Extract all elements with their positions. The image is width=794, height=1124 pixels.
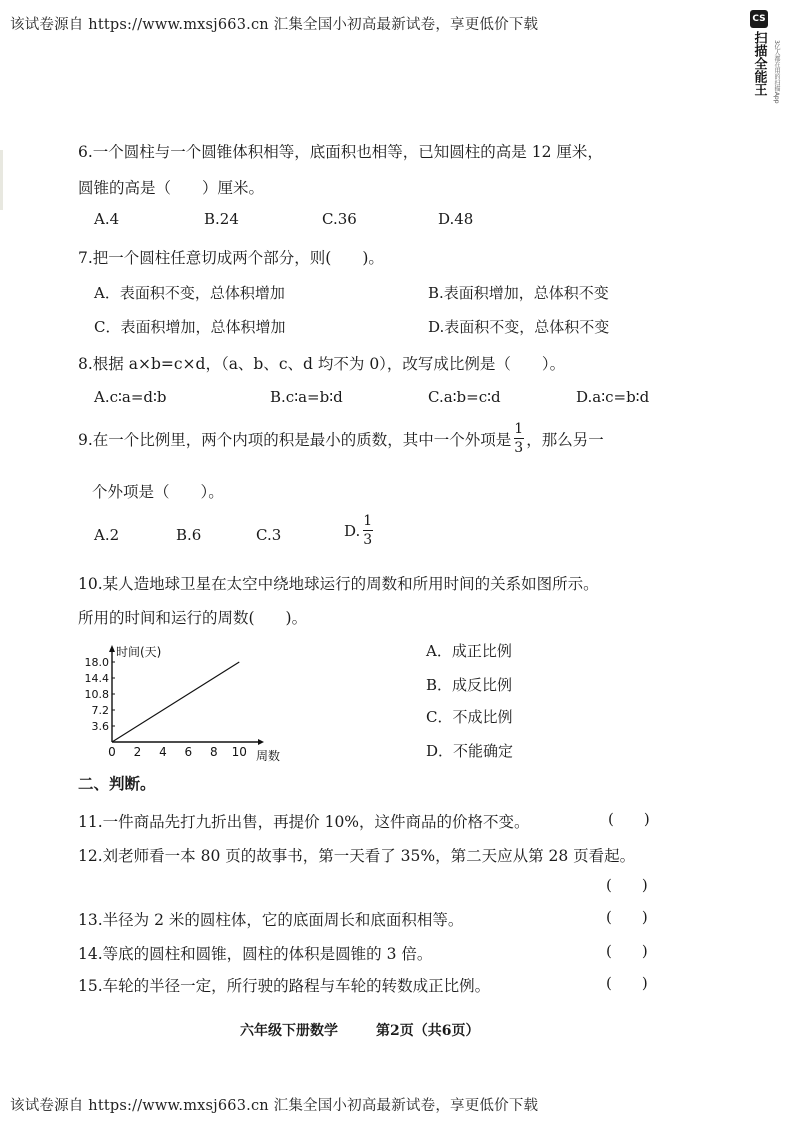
x-tick-label: 6 (184, 745, 193, 759)
x-axis-arrow-icon (258, 739, 264, 745)
y-axis-arrow-icon (109, 645, 115, 652)
question-6-line1: 6.一个圆柱与一个圆锥体积相等，底面积也相等，已知圆柱的高是 12 厘米， (78, 143, 603, 161)
q9-fraction (513, 422, 524, 455)
q9-option-d-num: 1 (363, 513, 373, 529)
y-tick-label: 3.6 (91, 720, 109, 733)
watermark-text: 扫描全能王 (751, 31, 767, 96)
camscanner-logo-icon: CS (750, 10, 768, 28)
q10-option-b: B．成反比例 (426, 676, 513, 694)
question-6-line2: 圆锥的高是（ ）厘米。 (78, 179, 265, 197)
scanner-watermark (748, 10, 770, 120)
q6-option-a: A.4 (94, 210, 120, 228)
q10-option-c: C．不成比例 (426, 708, 513, 726)
q10-option-a: A．成正比例 (426, 642, 512, 660)
source-banner-bottom: 该试卷源自 https://www.mxsj663.cn 汇集全国小初高最新试卷，享更低价下载 (10, 1098, 539, 1114)
q9-option-d-fraction (362, 514, 373, 547)
question-10-line2: 所用的时间和运行的周数( )。 (78, 609, 308, 627)
y-tick-label: 10.8 (84, 688, 109, 701)
question-13: 13.半径为 2 米的圆柱体，它的底面周长和底面积相等。 (78, 911, 464, 929)
y-axis-label: 时间(天) (116, 645, 162, 659)
q10-option-d: D．不能确定 (426, 742, 514, 760)
q9-option-d-den: 3 (363, 532, 373, 549)
question-9-line1 (78, 422, 604, 455)
fraction-bar (363, 530, 373, 531)
question-11: 11.一件商品先打九折出售，再提价 10%，这件商品的价格不变。 (78, 813, 530, 831)
q9-option-b: B.6 (176, 526, 202, 544)
question-15: 15.车轮的半径一定，所行驶的路程与车轮的转数成正比例。 (78, 977, 491, 995)
x-axis-label: 周数 (256, 749, 281, 763)
q8-option-d: D.a∶c=b∶d (576, 388, 650, 406)
x-tick-label: 2 (133, 745, 142, 759)
footer-page-number: 第2页（共6页） (376, 1023, 480, 1039)
question-12: 12.刘老师看一本 80 页的故事书，第一天看了 35%，第二天应从第 28 页看起。 (78, 847, 636, 865)
answer-blank-15[interactable]: ( ) (606, 974, 648, 992)
question-14: 14.等底的圆柱和圆锥，圆柱的体积是圆锥的 3 倍。 (78, 945, 433, 963)
q7-option-b: B.表面积增加，总体积不变 (428, 284, 609, 302)
fraction-bar (514, 438, 524, 439)
q7-option-a: A．表面积不变，总体积增加 (94, 284, 285, 302)
q8-option-b: B.c∶a=b∶d (270, 388, 343, 406)
q9-text-b: ，那么另一 (526, 430, 604, 449)
x-tick-label: 4 (159, 745, 167, 759)
answer-blank-13[interactable]: ( ) (606, 908, 648, 926)
footer-subject: 六年级下册数学 (240, 1023, 338, 1039)
q9-frac-num: 1 (514, 421, 524, 437)
q6-option-b: B.24 (204, 210, 239, 228)
x-tick-label: 0 (108, 745, 116, 759)
q8-option-a: A.c∶a=d∶b (94, 388, 167, 406)
question-7-stem: 7.把一个圆柱任意切成两个部分，则( )。 (78, 249, 384, 267)
answer-blank-12[interactable]: ( ) (606, 876, 648, 894)
q7-option-d: D.表面积不变，总体积不变 (428, 318, 610, 336)
scan-edge-mark (0, 150, 3, 210)
q9-option-d-label: D. (344, 521, 361, 540)
q9-frac-den: 3 (514, 440, 524, 457)
q7-option-c: C．表面积增加，总体积增加 (94, 318, 286, 336)
answer-blank-14[interactable]: ( ) (606, 942, 648, 960)
x-tick-label: 10 (231, 745, 247, 759)
q9-option-a: A.2 (94, 526, 120, 544)
q9-text-a: 9.在一个比例里，两个内项的积是最小的质数，其中一个外项是 (78, 430, 512, 449)
y-tick-label: 14.4 (84, 672, 109, 685)
section-2-title: 二、判断。 (78, 774, 156, 793)
y-tick-label: 7.2 (91, 704, 109, 717)
q9-option-d (344, 514, 375, 547)
q6-option-c: C.36 (322, 210, 357, 228)
question-9-line2: 个外项是（ ）。 (92, 483, 224, 501)
watermark-subtext: 3亿人都在用的扫描App (773, 40, 780, 104)
orbit-time-chart (76, 644, 281, 768)
x-tick-label: 8 (209, 745, 218, 759)
question-10-line1: 10.某人造地球卫星在太空中绕地球运行的周数和所用时间的关系如图所示。 (78, 575, 599, 593)
q6-option-d: D.48 (438, 210, 474, 228)
answer-blank-11[interactable]: ( ) (608, 810, 650, 828)
series-line (112, 662, 239, 742)
y-tick-label: 18.0 (84, 656, 109, 669)
source-banner-top: 该试卷源自 https://www.mxsj663.cn 汇集全国小初高最新试卷，享更低价下载 (10, 17, 539, 33)
question-8-stem: 8.根据 a×b=c×d，（a、b、c、d 均不为 0），改写成比例是（ ）。 (78, 355, 566, 373)
q9-option-c: C.3 (256, 526, 282, 544)
q8-option-c: C.a∶b=c∶d (428, 388, 501, 406)
